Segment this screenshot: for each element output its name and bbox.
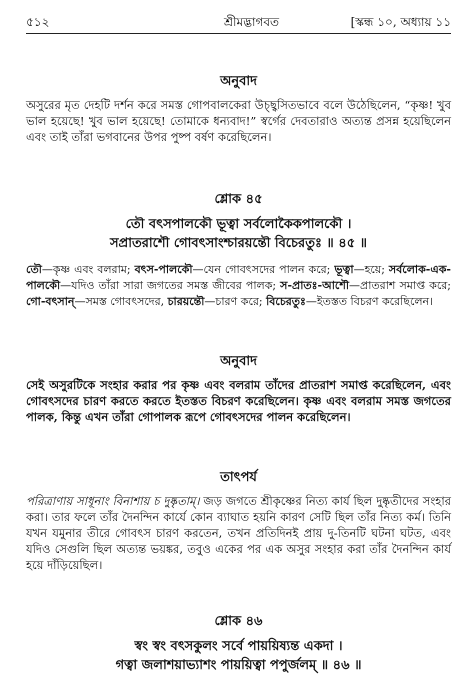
page-header <box>26 14 451 32</box>
translation-45-section <box>26 352 451 425</box>
book-title: শ্রীমদ্ভাগবত <box>224 15 280 29</box>
previous-translation-section <box>26 72 451 145</box>
purport-body: জড় জগতে শ্রীকৃষ্ণের নিত্য কার্য ছিল দুষ্কৃতীদের সংহার করা। তার ফলে তাঁর দৈনন্দিন কার্যে কোন ব্যাঘাত হয়নি কারণ সেটি ছিল তাঁর নিত্য কর্ম। তিনি যখন যমুনার তীরে গোবৎস চারণ করতেন, তখন প্রতিদিনই প্রায় দু-তিনটি ঘটনা ঘটত, এবং যদিও সেগুলি ছিল অত্যন্ত ভয়ঙ্কর, তবুও একের পর এক অসুর সংহার করা তাঁর দৈনন্দিন কার্য হয়ে দাঁড়িয়েছিল। <box>26 494 451 572</box>
verse-45-line-1: তৌ বৎসপালকৌ ভূত্বা সর্বলোকৈকপালকৌ । <box>125 217 352 232</box>
synonyms-section <box>26 262 451 310</box>
verse-45-heading: শ্লোক ৪৫ <box>214 192 263 207</box>
synonym-word: বিচেরতুঃ <box>266 295 306 308</box>
synonym-meaning: ইতস্তত বিচরণ করেছিলেন। <box>316 295 434 308</box>
verse-46-line-2: গত্বা জলাশয়াভ্যাশং পায়য়িত্বা পপুর্জলম্ ॥ ৪৬ ॥ <box>115 658 362 673</box>
verse-46-section <box>26 612 451 675</box>
synonym-word: তৌ <box>26 263 42 276</box>
previous-translation-heading: অনুবাদ <box>220 74 257 89</box>
header-rule <box>26 33 451 34</box>
purport-45-section <box>26 468 451 573</box>
synonym-meaning: যদিও তাঁরা সারা জগতের সমস্ত জীবের পালক; <box>71 279 281 292</box>
chapter-reference: [স্কন্ধ ১০, অধ্যায় ১১ <box>350 15 451 29</box>
translation-45-text: সেই অসুরটিকে সংহার করার পর কৃষ্ণ এবং বলরাম তাঁদের প্রাতরাশ সমাপ্ত করেছিলেন, এবং গোবৎসদের চারণ করতে করতে ইতস্তত বিচরণ করেছিলেন। কৃষ্ণ এবং বলরাম সমস্ত জগতের পালক, কিন্তু এখন তাঁরা গোপালক রূপে গোবৎসদের পালন করেছিলেন। <box>26 378 451 424</box>
translation-45-heading: অনুবাদ <box>220 354 257 369</box>
synonyms-paragraph: তৌ—কৃষ্ণ এবং বলরাম; বৎস-পালকৌ—যেন গোবৎসদের পালন করে; ভূত্বা—হয়ে; সর্বলোক-এক-পালকৌ—যদিও তাঁরা সারা জগতের সমস্ত জীবের পালক; স-প্রাতঃ-আশৌ—প্রাতরাশ সমাপ্ত করে; গো-বৎসান্—সমস্ত গোবৎসদের, চারয়ন্তৌ—চারণ করে; বিচেরতুঃ—ইতস্তত বিচরণ করেছিলেন। <box>26 263 451 308</box>
page-number: ৫১২ <box>26 15 50 29</box>
synonym-meaning: হয়ে; <box>364 263 389 276</box>
previous-translation-text: অসুরের মৃত দেহটি দর্শন করে সমস্ত গোপবালকেরা উচ্ছ্বসিতভাবে বলে উঠেছিলেন, “কৃষ্ণ! খুব ভাল হয়েছে! খুব ভাল হয়েছে! তোমাকে ধন্যবাদ!” স্বর্গের দেবতারাও অত্যন্ত প্রসন্ন হয়েছিলেন এবং তাই তাঁরা ভগবানের উপর পুষ্প বর্ষণ করেছিলেন। <box>26 98 451 144</box>
purport-heading: তাৎপর্য <box>220 470 257 485</box>
synonym-word: সর্বলোক-এক-পালকৌ <box>26 263 451 292</box>
synonym-word: ভূত্বা <box>334 263 354 276</box>
synonym-word: গো-বৎসান্ <box>26 295 75 308</box>
purport-text <box>26 493 451 573</box>
synonym-word: স-প্রাতঃ-আশৌ <box>280 279 349 292</box>
synonym-meaning: প্রাতরাশ সমাপ্ত করে; <box>360 279 451 292</box>
synonym-meaning: চারণ করে; <box>215 295 267 308</box>
verse-45-line-2: সপ্রাতরাশৌ গোবৎসাংশ্চারয়ন্তৌ বিচেরতুঃ ॥ ৪৫ ॥ <box>109 236 368 251</box>
purport-quote: পরিত্রাণায় সাধূনাং বিনাশায় চ দুষ্কৃতাম্। <box>26 494 200 508</box>
synonym-meaning: সমস্ত গোবৎসদের, <box>85 295 168 308</box>
synonym-meaning: যেন গোবৎসদের পালন করে; <box>203 263 335 276</box>
synonym-meaning: কৃষ্ণ এবং বলরাম; <box>52 263 135 276</box>
synonym-word: বৎস-পালকৌ <box>134 263 193 276</box>
verse-45-section <box>26 190 451 253</box>
synonym-word: চারয়ন্তৌ <box>167 295 205 308</box>
verse-46-heading: শ্লোক ৪৬ <box>214 614 263 629</box>
verse-46-line-1: স্বং স্বং বৎসকুলং সর্বে পায়য়িষ্যন্ত একদা । <box>134 639 343 654</box>
